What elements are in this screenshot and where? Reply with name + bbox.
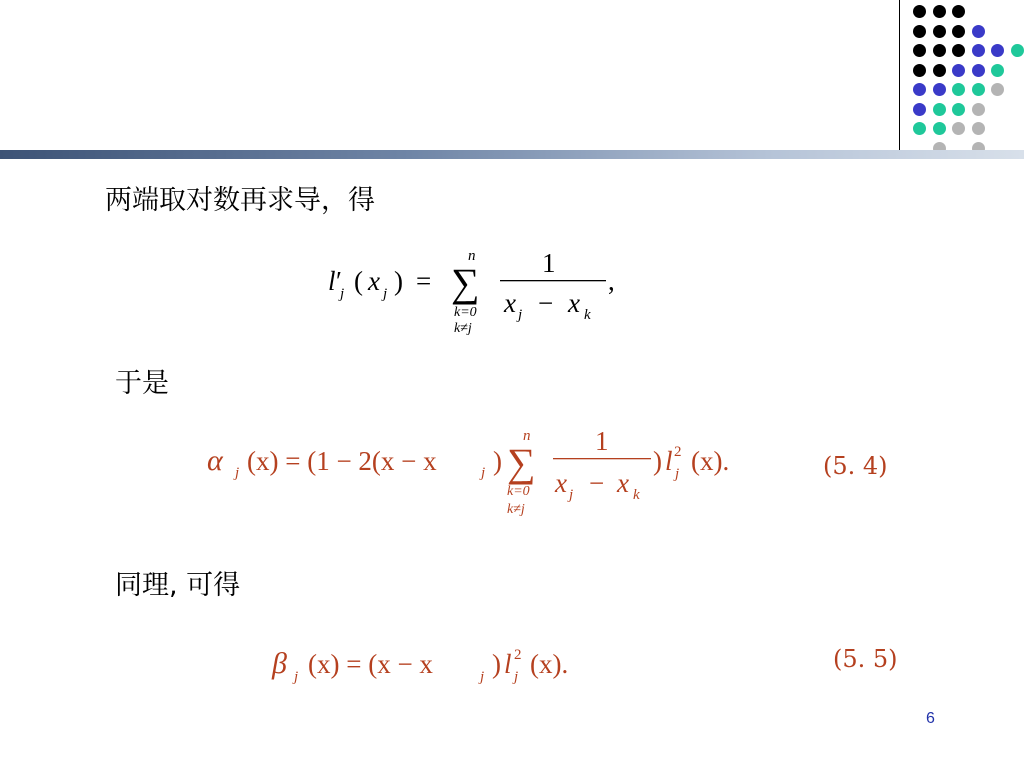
- f1-prime: ′: [336, 266, 342, 296]
- decorative-dot: [952, 122, 965, 135]
- f2-part1: (x) = (1 − 2(x − x: [247, 446, 437, 476]
- f1-den-x1: x: [504, 288, 516, 318]
- so-text-line: 于是: [115, 368, 169, 399]
- f1-sigma: ∑: [451, 260, 480, 305]
- f2-minus: −: [589, 468, 605, 498]
- equation-number-5-4: (5. 4): [823, 452, 888, 480]
- f2-den-sub-k: k: [633, 487, 640, 503]
- f1-comma: ,: [608, 266, 615, 296]
- header-gradient-bar: [0, 150, 1024, 159]
- f2-alpha: α: [207, 444, 223, 477]
- f1-fraction-bar: [500, 280, 606, 281]
- decorative-dot: [913, 5, 926, 18]
- f3-part2: ): [492, 649, 501, 679]
- f2-lower1: k=0: [507, 484, 530, 499]
- f2-part2: ): [493, 446, 502, 476]
- f1-sub-j: j: [340, 286, 345, 302]
- f1-eq: =: [416, 266, 432, 296]
- decorative-dot: [972, 44, 985, 57]
- f2-tail: (x).: [691, 446, 730, 476]
- f2-den-x1: x: [555, 468, 567, 498]
- decorative-dot: [972, 64, 985, 77]
- decorative-dot: [972, 25, 985, 38]
- decorative-dot: [913, 44, 926, 57]
- f3-sub-j: j: [294, 669, 299, 685]
- f1-numerator: 1: [542, 248, 556, 278]
- f2-sub-j2: j: [481, 465, 486, 481]
- decorative-dot: [933, 5, 946, 18]
- decorative-dot: [933, 25, 946, 38]
- f2-sup-2: 2: [674, 444, 682, 460]
- f2-rparen: ): [653, 446, 662, 476]
- f3-sup-2: 2: [514, 647, 522, 663]
- decorative-dot: [991, 83, 1004, 96]
- formula-alpha: [205, 420, 765, 525]
- f1-den-x2: x: [568, 288, 580, 318]
- decorative-dot: [952, 44, 965, 57]
- decorative-dot: [952, 64, 965, 77]
- decorative-dot: [952, 83, 965, 96]
- f2-numerator: 1: [595, 426, 609, 456]
- f3-l: l: [504, 649, 512, 679]
- formula-derivative: [320, 240, 650, 340]
- decorative-dot-grid: [0, 0, 1024, 160]
- f3-beta: β: [272, 647, 287, 680]
- f1-l: l: [328, 266, 336, 296]
- f1-lower2: k≠j: [454, 321, 472, 336]
- f1-den-sub-k: k: [584, 307, 591, 323]
- decorative-dot: [1011, 44, 1024, 57]
- intro-text-line: 两端取对数再求导，得: [105, 185, 375, 216]
- formula-beta: [270, 635, 610, 695]
- f1-lower1: k=0: [454, 305, 477, 320]
- f3-sub-j3: j: [514, 669, 519, 685]
- f1-sub-j2: j: [383, 286, 388, 302]
- f2-den-sub-j: j: [569, 487, 574, 503]
- decorative-dot: [933, 44, 946, 57]
- f1-x: x: [368, 266, 380, 296]
- decorative-dot: [952, 25, 965, 38]
- decorative-dot: [913, 64, 926, 77]
- f3-sub-j2: j: [480, 669, 485, 685]
- f2-sub-j: j: [235, 465, 240, 481]
- f1-den-sub-j: j: [518, 307, 523, 323]
- f3-tail: (x).: [530, 649, 569, 679]
- decorative-dot: [933, 83, 946, 96]
- f2-fraction-bar: [553, 458, 651, 459]
- f2-l: l: [665, 446, 673, 476]
- f1-minus: −: [538, 288, 554, 318]
- decorative-dot: [972, 122, 985, 135]
- decorative-dot: [952, 103, 965, 116]
- equation-number-5-5: (5. 5): [833, 645, 898, 673]
- decorative-dot: [991, 44, 1004, 57]
- decorative-dot: [913, 83, 926, 96]
- f1-upper: n: [468, 248, 476, 264]
- header-vertical-rule: [899, 0, 900, 150]
- decorative-dot: [933, 122, 946, 135]
- f2-lower2: k≠j: [507, 502, 525, 517]
- page-number: 6: [926, 710, 935, 727]
- decorative-dot: [933, 103, 946, 116]
- decorative-dot: [913, 103, 926, 116]
- f1-rparen: ): [394, 266, 403, 296]
- f2-sigma: ∑: [507, 440, 536, 485]
- decorative-dot: [972, 103, 985, 116]
- decorative-dot: [933, 64, 946, 77]
- decorative-dot: [913, 25, 926, 38]
- decorative-dot: [972, 83, 985, 96]
- decorative-dot: [952, 5, 965, 18]
- f3-part1: (x) = (x − x: [308, 649, 433, 679]
- similarly-text-line: 同理, 可得: [115, 570, 241, 601]
- decorative-dot: [913, 122, 926, 135]
- f2-upper: n: [523, 428, 531, 444]
- f2-den-x2: x: [617, 468, 629, 498]
- f2-sub-j3: j: [675, 466, 680, 482]
- decorative-dot: [991, 64, 1004, 77]
- f1-lparen: (: [354, 266, 363, 296]
